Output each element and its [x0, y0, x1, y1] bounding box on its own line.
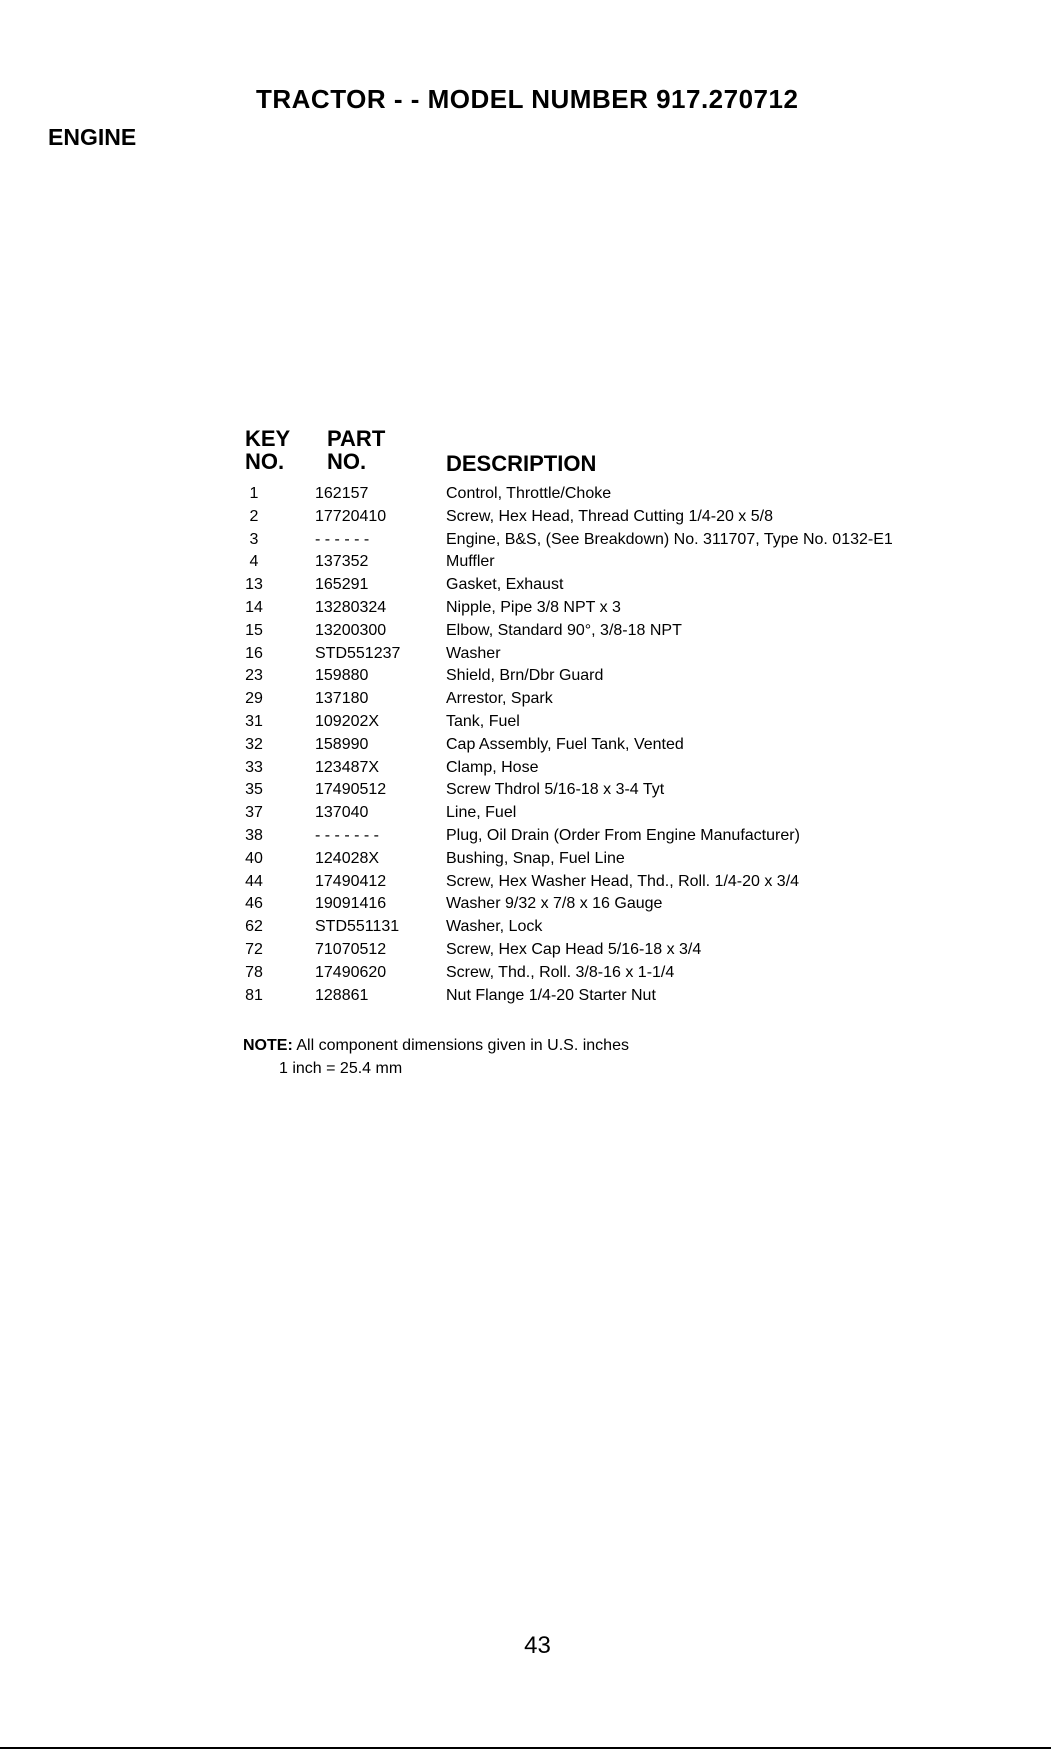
part-number: 13280324 — [315, 598, 387, 616]
key-number: 62 — [245, 918, 263, 936]
part-header-top: PART — [327, 426, 386, 451]
key-number: 16 — [245, 644, 263, 662]
description-header: DESCRIPTION — [446, 451, 597, 476]
table-row — [230, 985, 1030, 1008]
part-description: Screw, Hex Washer Head, Thd., Roll. 1/4-20 x 3/4 — [446, 872, 800, 890]
page-number: 43 — [524, 1632, 551, 1659]
page-title: TRACTOR - - MODEL NUMBER 917.270712 — [256, 84, 799, 114]
key-number: 72 — [245, 940, 263, 958]
part-number: 17490412 — [315, 872, 387, 890]
note-label: NOTE: — [243, 1037, 293, 1054]
part-description: Screw, Thd., Roll. 3/8-16 x 1-1/4 — [446, 963, 675, 981]
table-row — [230, 551, 1030, 574]
key-number: 38 — [245, 826, 263, 844]
key-number: 32 — [245, 735, 263, 753]
part-number: - - - - - - - — [315, 826, 379, 844]
table-row — [230, 643, 1030, 666]
part-number: 13200300 — [315, 621, 387, 639]
part-number: STD551237 — [315, 644, 401, 662]
key-number: 2 — [249, 507, 259, 525]
key-number: 23 — [245, 667, 263, 685]
table-row — [230, 939, 1030, 962]
key-number: 31 — [245, 712, 263, 730]
key-header-top: KEY — [245, 426, 291, 451]
part-number: - - - - - - — [315, 530, 370, 548]
table-row — [230, 574, 1030, 597]
key-number: 29 — [245, 690, 263, 708]
part-description: Nipple, Pipe 3/8 NPT x 3 — [446, 598, 621, 616]
part-description: Control, Throttle/Choke — [446, 485, 612, 502]
table-row — [230, 779, 1030, 802]
part-description: Screw Thdrol 5/16-18 x 3-4 Tyt — [446, 781, 665, 799]
part-number: 17720410 — [315, 507, 387, 525]
part-number: 137180 — [315, 690, 369, 708]
part-description: Gasket, Exhaust — [446, 576, 564, 594]
note — [243, 1037, 629, 1055]
part-number: 124028X — [315, 849, 380, 867]
part-number: 109202X — [315, 712, 380, 730]
key-number: 44 — [245, 872, 263, 890]
part-header-bottom: NO. — [327, 449, 367, 474]
key-number: 14 — [245, 598, 263, 616]
part-number: 17490620 — [315, 963, 387, 981]
part-number: 123487X — [315, 758, 380, 776]
key-number: 46 — [245, 895, 263, 913]
part-description: Elbow, Standard 90°, 3/8-18 NPT — [446, 621, 682, 639]
part-description: Plug, Oil Drain (Order From Engine Manufacturer) — [446, 826, 800, 844]
key-number: 1 — [249, 485, 259, 502]
part-number: 165291 — [315, 576, 369, 594]
key-number: 37 — [245, 804, 263, 822]
key-number: 15 — [245, 621, 263, 639]
unit-conversion: 1 inch = 25.4 mm — [279, 1060, 403, 1077]
part-description: Washer 9/32 x 7/8 x 16 Gauge — [446, 895, 663, 913]
table-row — [230, 916, 1030, 939]
table-row — [230, 597, 1030, 620]
part-description: Engine, B&S, (See Breakdown) No. 311707, Type No. 0132-E1 — [446, 530, 893, 548]
table-row — [230, 757, 1030, 780]
part-description: Clamp, Hose — [446, 758, 539, 776]
key-number: 78 — [245, 963, 263, 981]
note-text: All component dimensions given in U.S. inches — [292, 1037, 629, 1054]
part-number: 19091416 — [315, 895, 387, 913]
key-number: 13 — [245, 576, 263, 594]
part-description: Shield, Brn/Dbr Guard — [446, 667, 604, 685]
part-description: Washer, Lock — [446, 918, 543, 936]
table-row — [230, 506, 1030, 529]
key-number: 40 — [245, 849, 263, 867]
table-row — [230, 688, 1030, 711]
table-row — [230, 871, 1030, 894]
table-row — [230, 802, 1030, 825]
part-description: Nut Flange 1/4-20 Starter Nut — [446, 986, 656, 1004]
key-number: 4 — [249, 553, 259, 571]
part-description: Line, Fuel — [446, 804, 517, 822]
table-row — [230, 962, 1030, 985]
part-number: 71070512 — [315, 940, 387, 958]
table-row — [230, 665, 1030, 688]
table-row — [230, 620, 1030, 643]
key-header-bottom: NO. — [245, 449, 285, 474]
table-row — [230, 893, 1030, 916]
bottom-rule — [0, 1747, 1051, 1749]
part-description: Cap Assembly, Fuel Tank, Vented — [446, 735, 684, 753]
part-number: 158990 — [315, 735, 369, 753]
part-number: 137352 — [315, 553, 369, 571]
table-row — [230, 529, 1030, 552]
part-description: Muffler — [446, 553, 495, 571]
key-number: 33 — [245, 758, 263, 776]
part-description: Screw, Hex Cap Head 5/16-18 x 3/4 — [446, 940, 702, 958]
part-number: 162157 — [315, 485, 369, 502]
table-row — [230, 483, 1030, 506]
part-description: Washer — [446, 644, 501, 662]
part-number: 159880 — [315, 667, 369, 685]
table-row — [230, 848, 1030, 871]
part-description: Bushing, Snap, Fuel Line — [446, 849, 625, 867]
section-heading: ENGINE — [48, 124, 137, 150]
table-row — [230, 711, 1030, 734]
parts-table — [230, 483, 1030, 1007]
table-row — [230, 825, 1030, 848]
key-number: 81 — [245, 986, 263, 1004]
key-number: 3 — [249, 530, 259, 548]
part-number: 128861 — [315, 986, 369, 1004]
part-number: 17490512 — [315, 781, 387, 799]
key-number: 35 — [245, 781, 263, 799]
part-description: Screw, Hex Head, Thread Cutting 1/4-20 x 5/8 — [446, 507, 773, 525]
part-number: 137040 — [315, 804, 369, 822]
table-row — [230, 734, 1030, 757]
part-description: Arrestor, Spark — [446, 690, 553, 708]
part-description: Tank, Fuel — [446, 712, 520, 730]
part-number: STD551131 — [315, 918, 400, 936]
